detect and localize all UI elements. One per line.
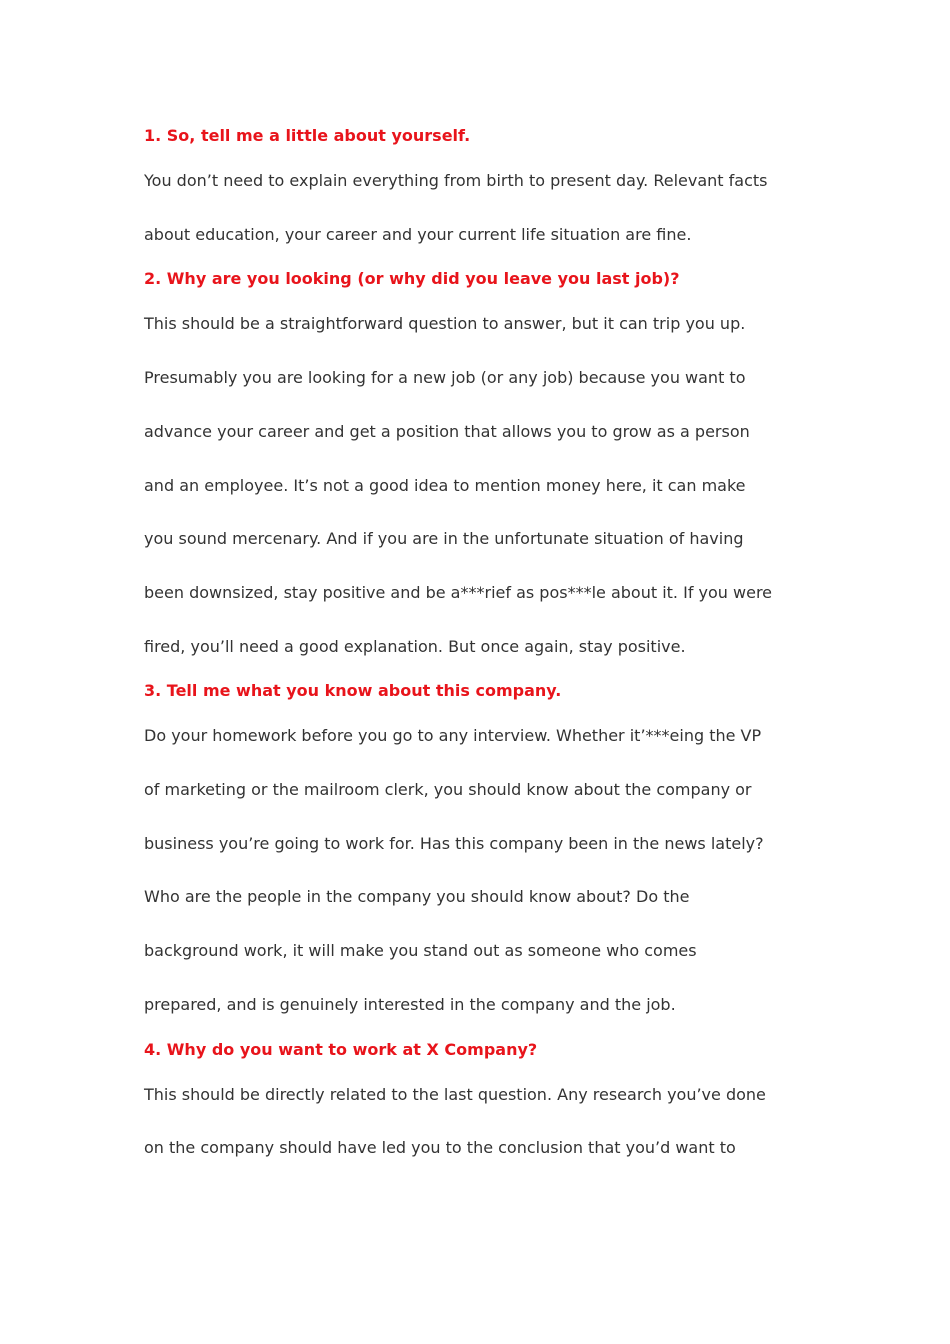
answer-line: fired, you’ll need a good explanation. But once again, stay positive. [144,636,686,656]
answer-line: you sound mercenary. And if you are in the unfortunate situation of having [144,529,744,549]
answer-line: of marketing or the mailroom clerk, you should know about the company or [144,780,752,800]
answer-line: about education, your career and your current life situation are fine. [144,224,692,244]
answer-line: been downsized, stay positive and be a***rief as pos***le about it. If you were [144,582,773,602]
question-heading-3: 3. Tell me what you know about this company. [144,681,562,701]
answer-line: This should be a straightforward question to answer, but it can trip you up. [144,314,746,334]
answer-paragraph-4 [144,1068,824,1175]
answer-paragraph-1 [144,154,824,261]
answer-line: and an employee. It’s not a good idea to mention money here, it can make [144,475,746,495]
document-body [144,118,824,1175]
answer-paragraph-3 [144,709,824,1031]
question-heading-1: 1. So, tell me a little about yourself. [144,126,471,145]
answer-line: advance your career and get a position that allows you to grow as a person [144,421,750,441]
answer-line: background work, it will make you stand out as someone who comes [144,941,697,961]
question-heading-4: 4. Why do you want to work at X Company? [144,1039,538,1059]
answer-line: Presumably you are looking for a new job (or any job) because you want to [144,368,746,388]
answer-line: on the company should have led you to the conclusion that you’d want to [144,1138,736,1158]
answer-line: Who are the people in the company you should know about? Do the [144,887,690,907]
answer-line: This should be directly related to the last question. Any research you’ve done [144,1084,766,1104]
answer-line: You don’t need to explain everything from birth to present day. Relevant facts [144,171,768,190]
answer-line: business you’re going to work for. Has this company been in the news lately? [144,833,764,853]
question-heading-2: 2. Why are you looking (or why did you leave you last job)? [144,269,680,289]
answer-line: Do your homework before you go to any interview. Whether it’***eing the VP [144,726,762,746]
answer-line: prepared, and is genuinely interested in the company and the job. [144,994,676,1014]
answer-paragraph-2 [144,297,824,673]
